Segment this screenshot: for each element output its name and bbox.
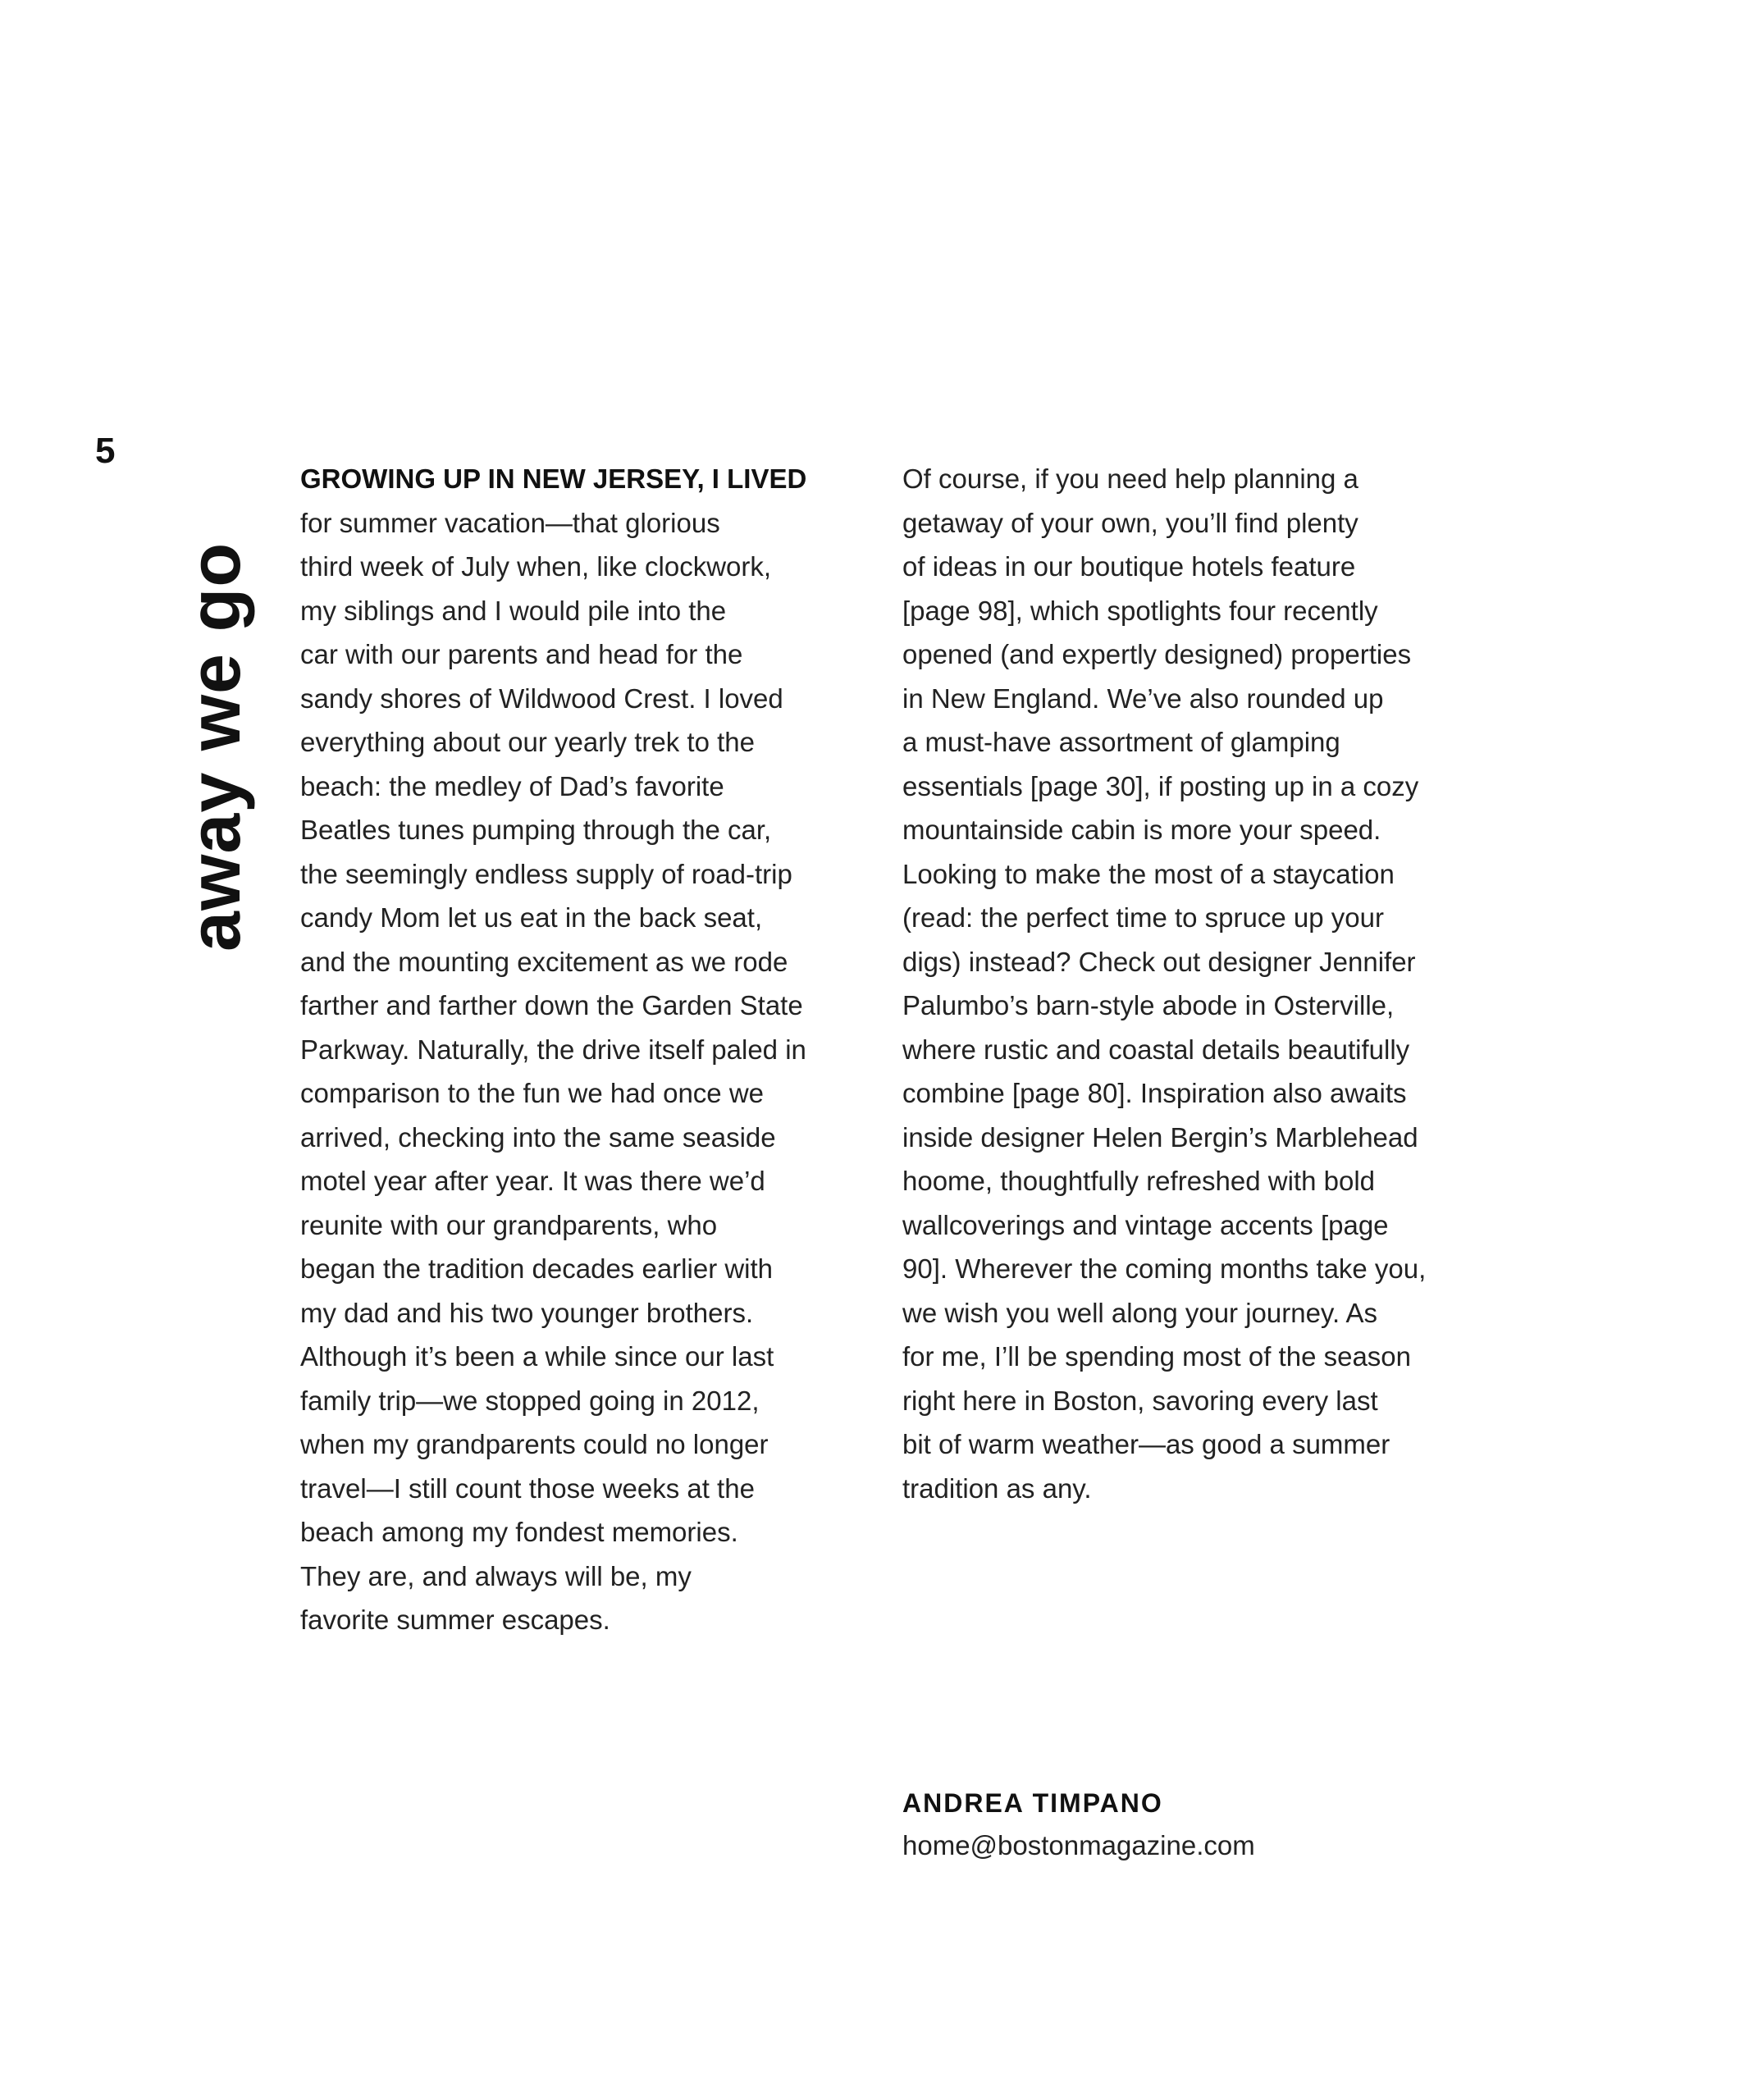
body-line: reunite with our grandparents, who	[300, 1209, 718, 1240]
right-column	[902, 457, 1493, 1510]
body-line: of ideas in our boutique hotels feature	[902, 551, 1356, 582]
body-line: in New England. We’ve also rounded up	[902, 682, 1384, 714]
body-line: where rustic and coastal details beautifully	[902, 1034, 1410, 1065]
body-line: my dad and his two younger brothers.	[300, 1297, 754, 1328]
body-line: wallcoverings and vintage accents [page	[902, 1209, 1389, 1240]
body-line: right here in Boston, savoring every last	[902, 1385, 1378, 1416]
body-line: Beatles tunes pumping through the car,	[300, 815, 772, 845]
body-line: for me, I’ll be spending most of the season	[902, 1341, 1412, 1372]
body-line: comparison to the fun we had once we	[300, 1078, 765, 1108]
body-line: began the tradition decades earlier with	[300, 1253, 774, 1284]
body-line: Although it’s been a while since our last	[300, 1341, 774, 1372]
body-line: combine [page 80]. Inspiration also awaits	[902, 1078, 1407, 1108]
body-line: travel—I still count those weeks at the	[300, 1472, 755, 1504]
body-line: sandy shores of Wildwood Crest. I loved	[300, 682, 783, 714]
body-line: for summer vacation—that glorious	[300, 507, 720, 538]
body-line: Palumbo’s barn-style abode in Osterville,	[902, 990, 1395, 1020]
body-line: (read: the perfect time to spruce up your	[902, 902, 1384, 933]
body-line: Parkway. Naturally, the drive itself paled in	[300, 1034, 806, 1065]
body-line: opened (and expertly designed) properties	[902, 639, 1412, 669]
body-line: favorite summer escapes.	[300, 1605, 610, 1635]
body-line: motel year after year. It was there we’d	[300, 1166, 765, 1196]
body-line: Looking to make the most of a staycation	[902, 858, 1395, 889]
body-line: family trip—we stopped going in 2012,	[300, 1385, 760, 1416]
body-line: and the mounting excitement as we rode	[300, 946, 788, 977]
body-line: hoome, thoughtfully refreshed with bold	[902, 1166, 1376, 1196]
section-title: away we go	[174, 541, 255, 952]
body-line: getaway of your own, you’ll find plenty	[902, 507, 1358, 538]
signature-block	[902, 1782, 1559, 1867]
body-line: car with our parents and head for the	[300, 639, 743, 669]
page-number: 5	[95, 431, 116, 471]
body-line: They are, and always will be, my	[300, 1560, 692, 1591]
body-line: 90]. Wherever the coming months take you,	[902, 1253, 1427, 1284]
left-column	[300, 457, 891, 1642]
body-line: third week of July when, like clockwork,	[300, 551, 772, 582]
author-email: home@bostonmagazine.com	[902, 1830, 1255, 1860]
body-line: everything about our yearly trek to the	[300, 727, 755, 757]
lead-in-line: GROWING UP IN NEW JERSEY, I LIVED	[300, 463, 807, 494]
body-line: bit of warm weather—as good a summer	[902, 1429, 1390, 1459]
body-line: beach: the medley of Dad’s favorite	[300, 770, 724, 801]
body-line: we wish you well along your journey. As	[902, 1297, 1378, 1328]
body-line: essentials [page 30], if posting up in a cozy	[902, 770, 1419, 801]
body-line: arrived, checking into the same seaside	[300, 1121, 776, 1153]
body-line: mountainside cabin is more your speed.	[902, 815, 1381, 845]
body-line: a must-have assortment of glamping	[902, 727, 1340, 757]
body-line: farther and farther down the Garden State	[300, 990, 803, 1020]
body-line: beach among my fondest memories.	[300, 1517, 738, 1547]
body-line: [page 98], which spotlights four recently	[902, 595, 1378, 626]
body-line: Of course, if you need help planning a	[902, 463, 1358, 494]
body-line: tradition as any.	[902, 1472, 1092, 1504]
body-line: candy Mom let us eat in the back seat,	[300, 902, 763, 933]
body-line: the seemingly endless supply of road-trip	[300, 858, 792, 889]
author-name: ANDREA TIMPANO	[902, 1788, 1163, 1818]
body-line: inside designer Helen Bergin’s Marblehead	[902, 1121, 1418, 1153]
body-line: my siblings and I would pile into the	[300, 595, 727, 626]
body-line: when my grandparents could no longer	[300, 1429, 769, 1459]
body-line: digs) instead? Check out designer Jennifer	[902, 946, 1416, 977]
